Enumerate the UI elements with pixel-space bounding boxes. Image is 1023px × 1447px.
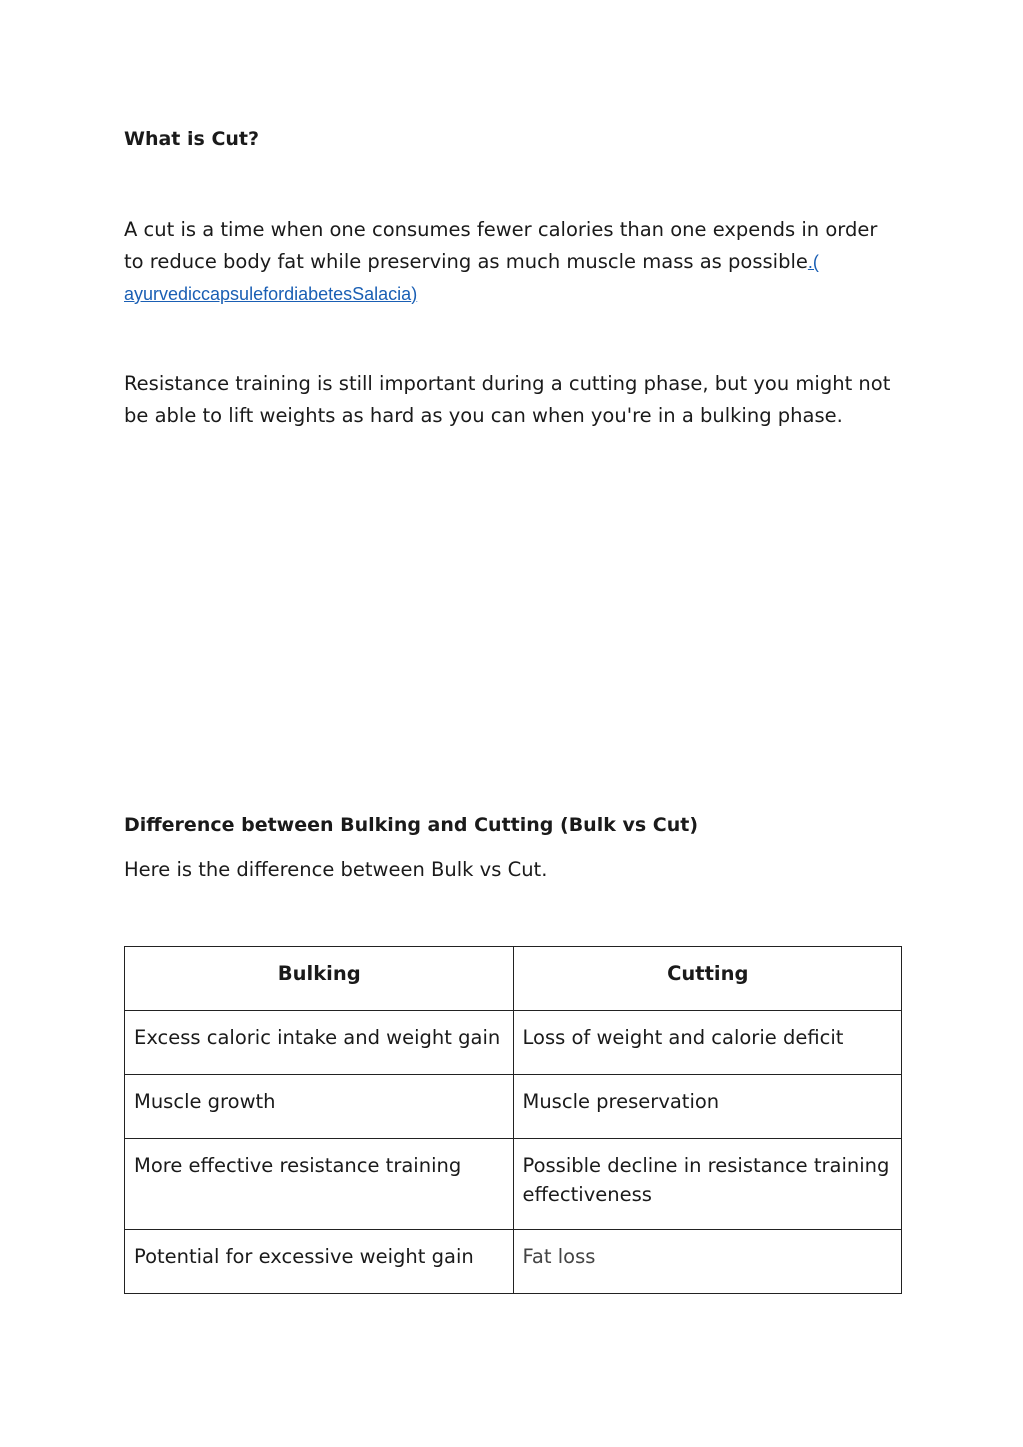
cut-definition-paragraph — [124, 214, 899, 310]
table-cell: Muscle growth — [125, 1075, 514, 1139]
table-row — [125, 1139, 902, 1230]
section-heading-difference: Difference between Bulking and Cutting (Bulk vs Cut) — [124, 814, 699, 836]
cut-definition-text: A cut is a time when one consumes fewer calories than one expends in order to reduce body fat while preserving as much muscle mass as possible — [124, 218, 878, 273]
table-cell: Excess caloric intake and weight gain — [125, 1011, 514, 1075]
table-header-row — [125, 947, 902, 1011]
table-row — [125, 1075, 902, 1139]
table-cell: Muscle preservation — [513, 1075, 902, 1139]
difference-intro: Here is the difference between Bulk vs Cut. — [124, 858, 548, 881]
table-row — [125, 1011, 902, 1075]
table-cell: Potential for excessive weight gain — [125, 1230, 514, 1294]
column-header-cutting: Cutting — [513, 947, 902, 1011]
bulk-vs-cut-table — [124, 946, 902, 1294]
source-link-text: ayurvediccapsulefordiabetesSalacia — [124, 284, 412, 304]
table-cell: Possible decline in resistance training effectiveness — [513, 1139, 902, 1230]
table-cell: More effective resistance training — [125, 1139, 514, 1230]
table-row — [125, 1230, 902, 1294]
source-link-close: ) — [411, 284, 418, 304]
table-cell: Fat loss — [513, 1230, 902, 1294]
table-cell: Loss of weight and calorie deficit — [513, 1011, 902, 1075]
column-header-bulking: Bulking — [125, 947, 514, 1011]
section-heading-what-is-cut: What is Cut? — [124, 128, 260, 150]
source-link-open: .( — [807, 252, 819, 272]
resistance-training-paragraph: Resistance training is still important during a cutting phase, but you might not be able to lift weights as hard as you can when you're in a bulking phase. — [124, 372, 891, 427]
